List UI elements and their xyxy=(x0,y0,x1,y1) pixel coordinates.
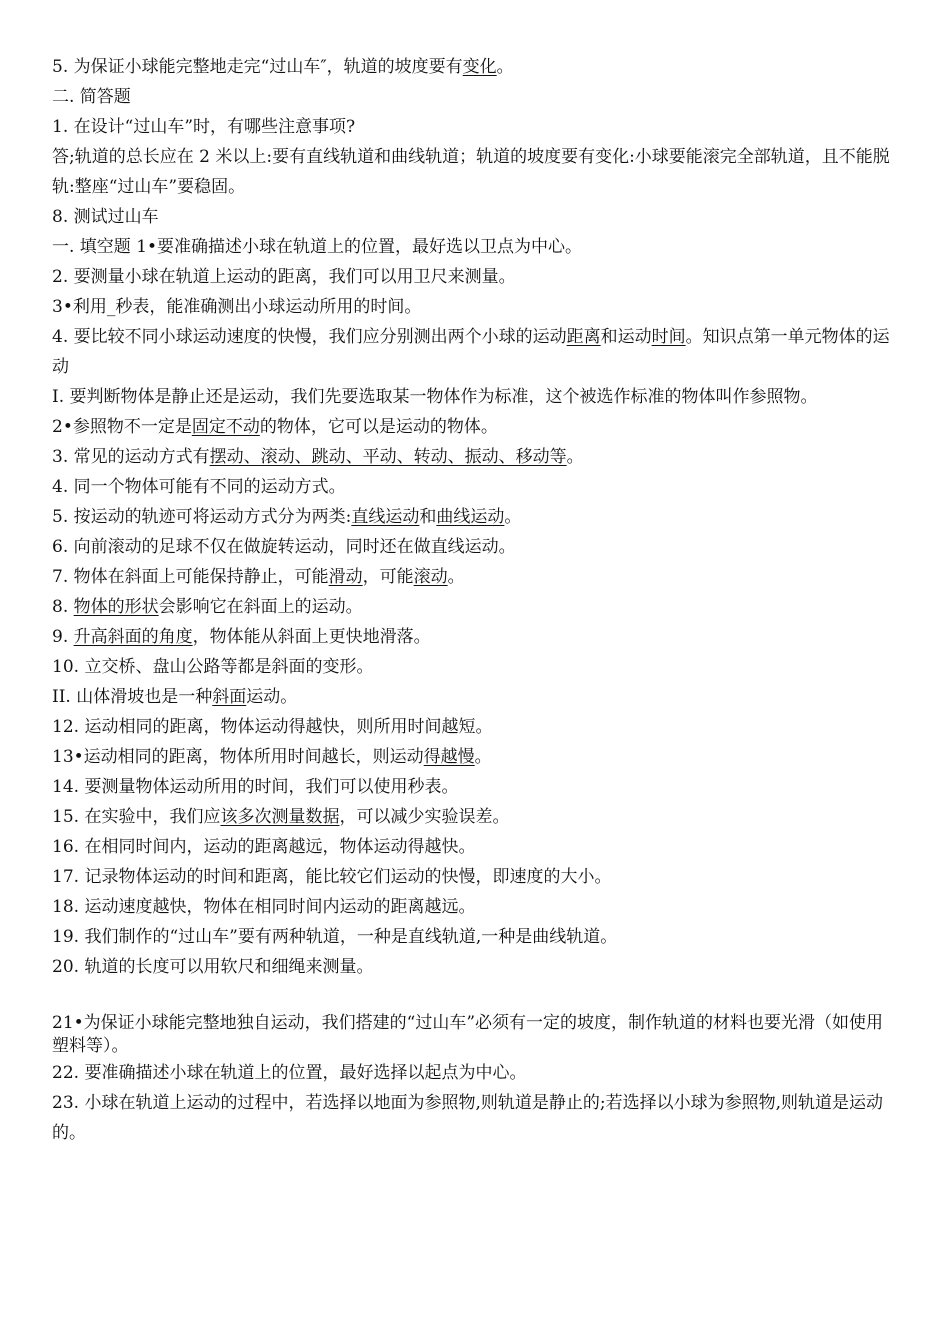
text-line-25: 16. 在相同时间内，运动的距离越远，物体运动得越快。 xyxy=(52,837,476,857)
text-line-6: 一. 填空题 1•要准确描述小球在轨道上的位置，最好选以卫点为中心。 xyxy=(52,237,583,257)
text-line-17: 8. 物体的形状会影响它在斜面上的运动。 xyxy=(52,597,363,617)
text-line-18: 9. 升高斜面的角度，物体能从斜面上更快地滑落。 xyxy=(52,627,431,647)
text-line-10: I. 要判断物体是静止还是运动，我们先要选取某一物体作为标准，这个被选作标准的物体叫作参照物。 xyxy=(52,387,818,407)
text-line-13: 4. 同一个物体可能有不同的运动方式。 xyxy=(52,477,346,497)
text-line-8: 3•利用_秒表，能准确测出小球运动所用的时间。 xyxy=(52,297,422,317)
text-line-3: 1. 在设计“过山车”时，有哪些注意事项? xyxy=(52,117,356,137)
text-line-1: 5. 为保证小球能完整地走完“过山车″，轨道的坡度要有变化。 xyxy=(52,57,514,77)
text-line-29: 20. 轨道的长度可以用软尺和细绳来测量。 xyxy=(52,957,374,977)
text-line-19: 10. 立交桥、盘山公路等都是斜面的变形。 xyxy=(52,657,374,677)
text-line-21: 12. 运动相同的距离，物体运动得越快，则所用时间越短。 xyxy=(52,717,493,737)
text-line-16: 7. 物体在斜面上可能保持静止，可能滑动，可能滚动。 xyxy=(52,567,465,587)
document-body xyxy=(52,52,898,1148)
text-line-23: 14. 要测量物体运动所用的时间，我们可以使用秒表。 xyxy=(52,777,459,797)
text-line-7: 2. 要测量小球在轨道上运动的距离，我们可以用卫尺来测量。 xyxy=(52,267,516,287)
text-line-20: II. 山体滑坡也是一种斜面运动。 xyxy=(52,687,298,707)
text-line-30: 21•为保证小球能完整地独自运动，我们搭建的“过山车”必须有一定的坡度，制作轨道的材料也要光滑（如使用塑料等）。 xyxy=(52,1013,884,1056)
paragraph-gap xyxy=(52,982,898,1012)
text-line-22: 13•运动相同的距离，物体所用时间越长，则运动得越慢。 xyxy=(52,747,492,767)
text-line-27: 18. 运动速度越快，物体在相同时间内运动的距离越远。 xyxy=(52,897,476,917)
text-line-12: 3. 常见的运动方式有摆动、滚动、跳动、平动、转动、振动、移动等。 xyxy=(52,447,584,467)
text-line-2: 二. 简答题 xyxy=(52,87,131,107)
text-line-11: 2•参照物不一定是固定不动的物体，它可以是运动的物体。 xyxy=(52,417,498,437)
text-line-15: 6. 向前滚动的足球不仅在做旋转运动，同时还在做直线运动。 xyxy=(52,537,516,557)
text-line-4: 答;轨道的总长应在 2 米以上:要有直线轨道和曲线轨道；轨道的坡度要有变化:小球要能滚完全部轨道，且不能脱轨:整座“过山车”要稳固。 xyxy=(52,147,890,197)
text-line-31: 22. 要准确描述小球在轨道上的位置，最好选择以起点为中心。 xyxy=(52,1063,527,1083)
text-line-14: 5. 按运动的轨迹可将运动方式分为两类:直线运动和曲线运动。 xyxy=(52,507,522,527)
text-line-28: 19. 我们制作的“过山车”要有两种轨道，一种是直线轨道,一种是曲线轨道。 xyxy=(52,927,618,947)
text-line-24: 15. 在实验中，我们应该多次测量数据，可以减少实验误差。 xyxy=(52,807,510,827)
text-line-5: 8. 测试过山车 xyxy=(52,207,159,227)
text-line-26: 17. 记录物体运动的时间和距离，能比较它们运动的快慢，即速度的大小。 xyxy=(52,867,612,887)
text-line-9: 4. 要比较不同小球运动速度的快慢，我们应分别测出两个小球的运动距离和运动时间。知识点第一单元物体的运动 xyxy=(52,327,890,377)
text-line-32: 23. 小球在轨道上运动的过程中，若选择以地面为参照物,则轨道是静止的;若选择以小球为参照物,则轨道是运动的。 xyxy=(52,1093,883,1143)
